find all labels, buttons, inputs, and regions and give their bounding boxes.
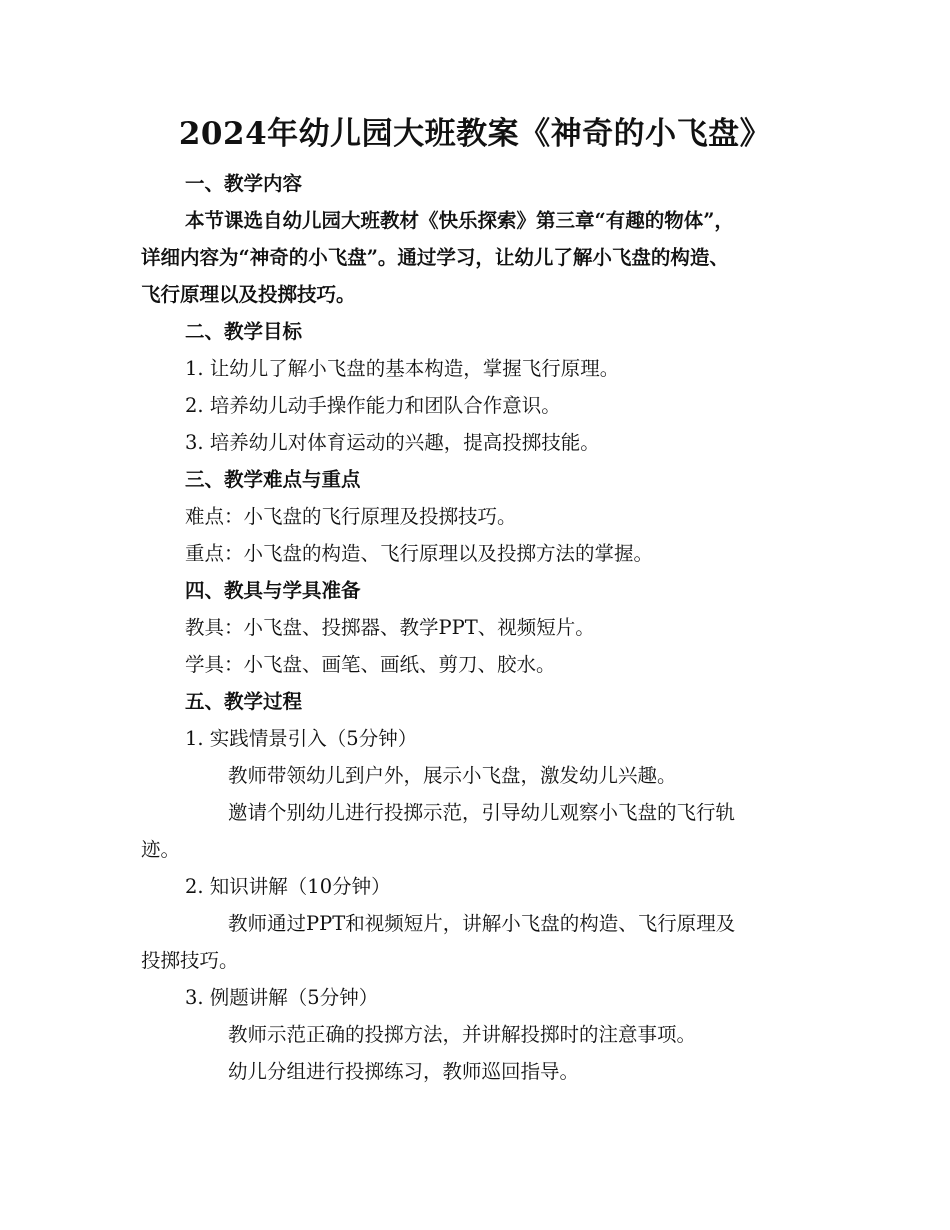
process-step-label: 2. 知识讲解（10分钟） — [185, 875, 391, 898]
process-step-line: 迹。 — [141, 838, 181, 861]
content-paragraph-line: 详细内容为“神奇的小飞盘”。通过学习，让幼儿了解小飞盘的构造、 — [141, 246, 729, 269]
process-step-line: 幼儿分组进行投掷练习，教师巡回指导。 — [228, 1060, 580, 1083]
process-step-line: 邀请个别幼儿进行投掷示范，引导幼儿观察小飞盘的飞行轨 — [228, 801, 736, 824]
document-title: 2024年幼儿园大班教案《神奇的小飞盘》 — [178, 116, 772, 152]
content-paragraph-line: 飞行原理以及投掷技巧。 — [141, 283, 356, 306]
goal-item: 1. 让幼儿了解小飞盘的基本构造，掌握飞行原理。 — [185, 357, 620, 380]
section-heading-goals: 二、教学目标 — [185, 320, 303, 343]
process-step-label: 3. 例题讲解（5分钟） — [185, 986, 379, 1009]
process-step-line: 教师示范正确的投掷方法，并讲解投掷时的注意事项。 — [228, 1023, 697, 1046]
content-paragraph-line: 本节课选自幼儿园大班教材《快乐探索》第三章“有趣的物体”， — [185, 209, 734, 232]
teaching-aids-line: 教具：小飞盘、投掷器、教学PPT、视频短片。 — [185, 616, 595, 639]
process-step-line: 投掷技巧。 — [141, 949, 239, 972]
goal-item: 3. 培养幼儿对体育运动的兴趣，提高投掷技能。 — [185, 431, 600, 454]
goal-item: 2. 培养幼儿动手操作能力和团队合作意识。 — [185, 394, 561, 417]
learning-aids-line: 学具：小飞盘、画笔、画纸、剪刀、胶水。 — [185, 653, 556, 676]
section-heading-key-points: 三、教学难点与重点 — [185, 468, 361, 491]
section-heading-process: 五、教学过程 — [185, 690, 303, 713]
process-step-label: 1. 实践情景引入（5分钟） — [185, 727, 418, 750]
section-heading-materials: 四、教具与学具准备 — [185, 579, 361, 602]
section-heading-content: 一、教学内容 — [185, 172, 303, 195]
process-step-line: 教师带领幼儿到户外，展示小飞盘，激发幼儿兴趣。 — [228, 764, 677, 787]
focus-line: 重点：小飞盘的构造、飞行原理以及投掷方法的掌握。 — [185, 542, 654, 565]
difficulty-line: 难点：小飞盘的飞行原理及投掷技巧。 — [185, 505, 517, 528]
process-step-line: 教师通过PPT和视频短片，讲解小飞盘的构造、飞行原理及 — [228, 912, 736, 935]
